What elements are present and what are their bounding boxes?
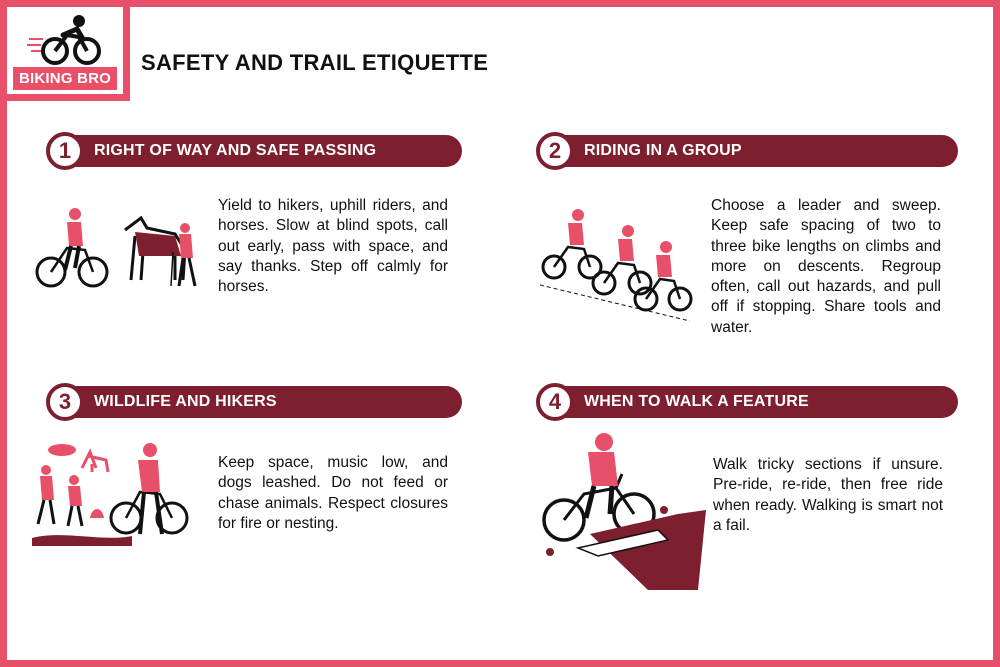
rider-1	[543, 209, 601, 278]
section-2-title: RIDING IN A GROUP	[584, 142, 742, 159]
section-1-title: RIGHT OF WAY AND SAFE PASSING	[94, 142, 377, 159]
logo	[0, 0, 130, 101]
section-1-header	[48, 135, 462, 167]
cyclist-logo-icon	[27, 13, 107, 67]
section-4-title: WHEN TO WALK A FEATURE	[584, 393, 809, 410]
cyclist-horse-hiker-illustration	[35, 200, 210, 300]
section-3-header	[48, 386, 462, 418]
rider-on-ledge-illustration	[538, 430, 716, 590]
wildlife-hikers-illustration	[32, 438, 212, 548]
section-3-title: WILDLIFE AND HIKERS	[94, 393, 277, 410]
logo-text: BIKING BRO	[13, 67, 117, 90]
section-2-header	[538, 135, 958, 167]
page-title: SAFETY AND TRAIL ETIQUETTE	[141, 50, 489, 75]
section-1-number: 1	[46, 132, 84, 170]
section-4-number: 4	[536, 383, 574, 421]
group-riders-illustration	[540, 205, 695, 323]
section-2-number: 2	[536, 132, 574, 170]
rider-3	[635, 241, 691, 310]
section-1-text: Yield to hikers, uphill riders, and horses. Slow at blind spots, call out early, pass with space, and say thanks. Step off calmly for horses.	[218, 197, 448, 296]
rider-2	[593, 225, 651, 294]
section-2-text: Choose a leader and sweep. Keep safe spacing of two to three bike lengths on climbs and more on descents. Regroup often, call out hazards, and pull off if stopping. Share tools and water.	[711, 197, 941, 336]
section-4-header	[538, 386, 958, 418]
section-4-text: Walk tricky sections if unsure. Pre-ride, re-ride, then free ride when ready. Walking is smart not a fail.	[713, 456, 943, 534]
section-3-number: 3	[46, 383, 84, 421]
section-3-text: Keep space, music low, and dogs leashed. Do not feed or chase animals. Respect closures for fire or nesting.	[218, 454, 448, 532]
